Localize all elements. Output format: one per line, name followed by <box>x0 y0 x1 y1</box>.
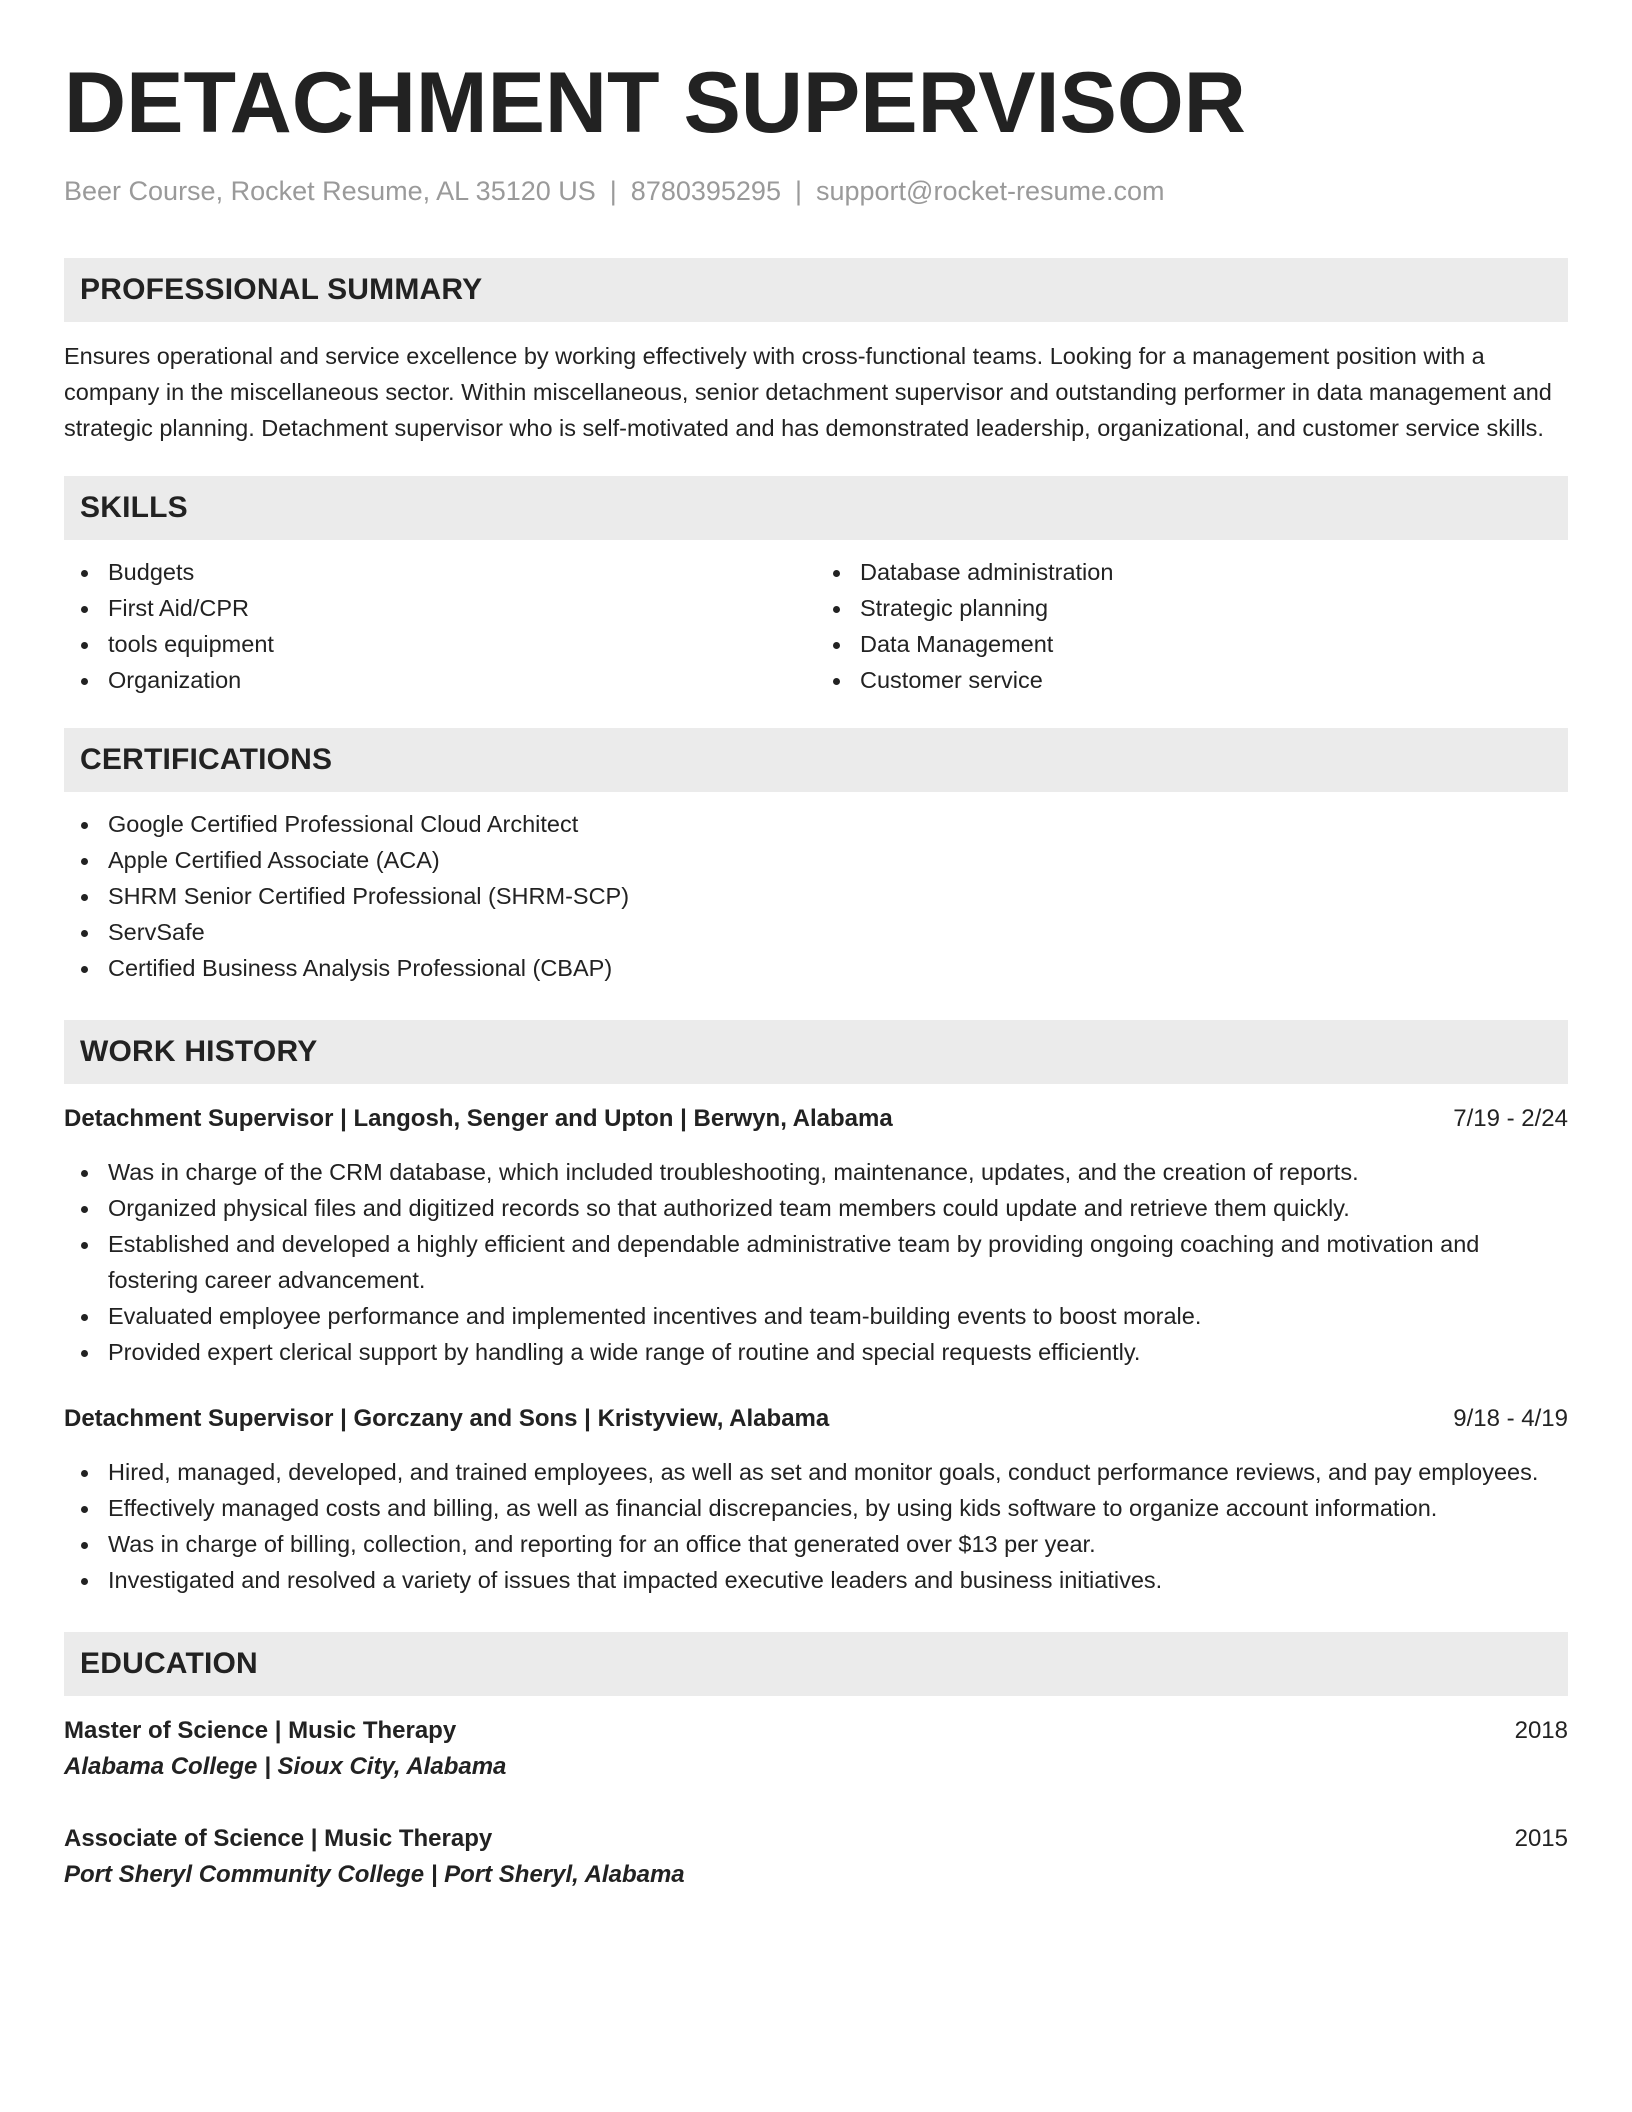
section-header-certifications: CERTIFICATIONS <box>64 728 1568 792</box>
job-dates: 7/19 - 2/24 <box>1453 1105 1568 1132</box>
job-entry <box>64 1102 1568 1370</box>
skill-item: tools equipment <box>64 626 816 662</box>
education-degree: Master of Science | Music Therapy <box>64 1717 457 1744</box>
education-entry <box>64 1714 1568 1784</box>
job-bullets <box>64 1454 1568 1598</box>
education-entry <box>64 1822 1568 1892</box>
education-header <box>64 1822 1568 1856</box>
certification-item: Google Certified Professional Cloud Architect <box>64 806 1568 842</box>
contact-separator: | <box>794 176 802 206</box>
job-bullet: Provided expert clerical support by handling a wide range of routine and special requests efficiently. <box>64 1334 1568 1370</box>
summary-text: Ensures operational and service excellence by working effectively with cross-functional teams. Looking for a management position with a company in the miscellaneous sector. Within miscellaneous, senior detachment supervisor and outstanding performer in data management and strategic planning. Detachment supervisor who is self-motivated and has demonstrated leadership, organizational, and customer service skills. <box>64 343 1552 441</box>
education-degree: Associate of Science | Music Therapy <box>64 1825 493 1852</box>
job-bullet: Organized physical files and digitized records so that authorized team members could update and retrieve them quickly. <box>64 1190 1568 1226</box>
job-bullet: Evaluated employee performance and implemented incentives and team-building events to boost morale. <box>64 1298 1568 1334</box>
certification-item: Certified Business Analysis Professional (CBAP) <box>64 950 1568 986</box>
education-year: 2018 <box>1514 1717 1568 1744</box>
certifications-list <box>64 806 1568 986</box>
skill-item: Budgets <box>64 554 816 590</box>
certification-item: SHRM Senior Certified Professional (SHRM-SCP) <box>64 878 1568 914</box>
job-bullets <box>64 1154 1568 1370</box>
contact-phone: 8780395295 <box>630 176 781 206</box>
job-dates: 9/18 - 4/19 <box>1453 1405 1568 1432</box>
job-bullet: Was in charge of billing, collection, and reporting for an office that generated over $13 per year. <box>64 1526 1568 1562</box>
job-entry <box>64 1402 1568 1598</box>
job-bullet: Was in charge of the CRM database, which included troubleshooting, maintenance, updates, and the creation of reports. <box>64 1154 1568 1190</box>
skill-item: Data Management <box>816 626 1568 662</box>
job-bullet: Effectively managed costs and billing, as well as financial discrepancies, by using kids software to organize account information. <box>64 1490 1568 1526</box>
job-bullet: Investigated and resolved a variety of issues that impacted executive leaders and business initiatives. <box>64 1562 1568 1598</box>
skill-item: Organization <box>64 662 816 698</box>
skill-item: First Aid/CPR <box>64 590 816 626</box>
education-year: 2015 <box>1514 1825 1568 1852</box>
section-header-education: EDUCATION <box>64 1632 1568 1696</box>
job-bullet: Established and developed a highly efficient and dependable administrative team by providing ongoing coaching and motivation and fostering career advancement. <box>64 1226 1568 1298</box>
contact-email: support@rocket-resume.com <box>815 176 1165 206</box>
education-school: Alabama College | Sioux City, Alabama <box>64 1753 507 1780</box>
job-header <box>64 1102 1568 1136</box>
section-header-skills: SKILLS <box>64 476 1568 540</box>
job-header <box>64 1402 1568 1436</box>
skill-item: Strategic planning <box>816 590 1568 626</box>
skills-grid <box>64 554 1568 698</box>
certification-item: ServSafe <box>64 914 1568 950</box>
job-title: Detachment Supervisor | Gorczany and Sons | Kristyview, Alabama <box>64 1405 830 1432</box>
section-header-work-history: WORK HISTORY <box>64 1020 1568 1084</box>
education-header <box>64 1714 1568 1748</box>
job-title: Detachment Supervisor | Langosh, Senger and Upton | Berwyn, Alabama <box>64 1105 893 1132</box>
skills-column-left <box>64 554 816 698</box>
skills-column-right <box>816 554 1568 698</box>
education-school: Port Sheryl Community College | Port Sheryl, Alabama <box>64 1861 685 1888</box>
certification-item: Apple Certified Associate (ACA) <box>64 842 1568 878</box>
section-header-summary: PROFESSIONAL SUMMARY <box>64 258 1568 322</box>
job-bullet: Hired, managed, developed, and trained employees, as well as set and monitor goals, conduct performance reviews, and pay employees. <box>64 1454 1568 1490</box>
contact-line <box>64 174 1568 208</box>
contact-address: Beer Course, Rocket Resume, AL 35120 US <box>64 176 596 206</box>
skill-item: Database administration <box>816 554 1568 590</box>
skill-item: Customer service <box>816 662 1568 698</box>
candidate-name: DETACHMENT SUPERVISOR <box>64 55 1246 151</box>
contact-separator: | <box>609 176 617 206</box>
